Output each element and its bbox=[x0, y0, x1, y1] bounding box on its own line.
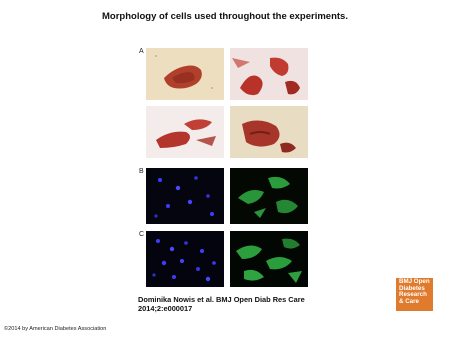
panel-a-image-1 bbox=[146, 48, 224, 100]
logo-line-4: & Care bbox=[399, 297, 419, 305]
figure-title: Morphology of cells used throughout the experiments. bbox=[102, 11, 348, 22]
logo-line-3: Research bbox=[399, 291, 427, 299]
panel-a-image-4 bbox=[230, 106, 308, 158]
panel-b-image-2 bbox=[230, 168, 308, 224]
panel-label-a: A bbox=[139, 48, 144, 55]
panel-a-image-2 bbox=[230, 48, 308, 100]
panel-c-image-2 bbox=[230, 231, 308, 287]
figure-credit bbox=[138, 295, 305, 313]
panel-label-c: C bbox=[139, 231, 145, 238]
copyright-notice: ©2014 by American Diabetes Association bbox=[4, 326, 107, 332]
logo-line-2: Diabetes bbox=[399, 284, 425, 292]
panel-b-image-1 bbox=[146, 168, 224, 224]
panel-c-image-1 bbox=[146, 231, 224, 287]
credit-line-1: Dominika Nowis et al. BMJ Open Diab Res Care bbox=[138, 295, 305, 304]
panel-label-b: B bbox=[139, 168, 144, 175]
credit-line-2: 2014;2:e000017 bbox=[138, 304, 193, 313]
journal-logo bbox=[396, 278, 433, 311]
panel-a-image-3 bbox=[146, 106, 224, 158]
logo-line-1: BMJ Open bbox=[399, 278, 430, 285]
